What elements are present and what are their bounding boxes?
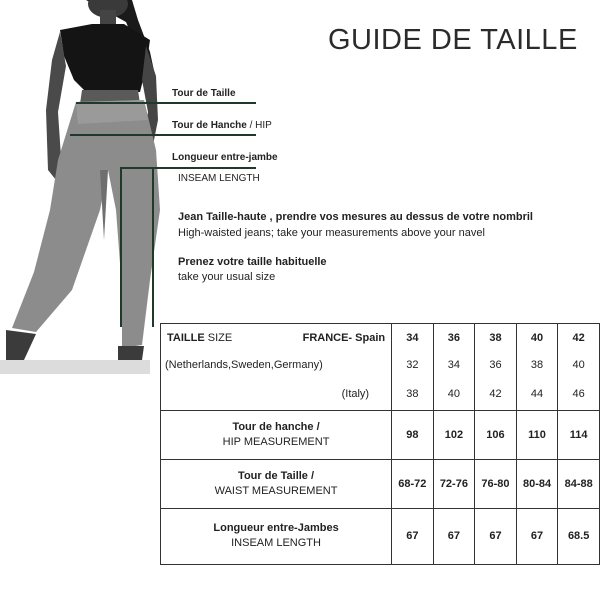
italy-size-cell: 40	[433, 378, 475, 410]
waist-value-cell: 68-72	[392, 459, 434, 508]
waist-value-cell: 72-76	[433, 459, 475, 508]
waist-value-cell: 80-84	[516, 459, 558, 508]
inseam-label-en: INSEAM LENGTH	[178, 173, 260, 184]
hip-label-en: HIP MEASUREMENT	[222, 435, 330, 448]
hip-value-cell: 102	[433, 410, 475, 459]
nl-size-cell: 38	[516, 352, 558, 378]
inseam-label-en: INSEAM LENGTH	[231, 537, 321, 549]
inseam-label-fr: Longueur entre-Jambes	[213, 522, 339, 534]
table-row	[161, 508, 600, 564]
table-row	[161, 324, 600, 353]
fr-size-cell: 40	[516, 324, 558, 353]
italy-label-cell: (Italy)	[161, 378, 392, 410]
waist-label-cell	[161, 459, 392, 508]
size-table	[160, 323, 600, 565]
italy-size-cell: 46	[558, 378, 600, 410]
hip-label: Tour de Hanche / HIP	[172, 120, 272, 131]
waist-value-cell: 84-88	[558, 459, 600, 508]
nl-size-cell: 40	[558, 352, 600, 378]
inseam-vertical-line-right	[152, 167, 154, 327]
table-row	[161, 410, 600, 459]
inseam-measure-line	[120, 167, 256, 169]
table-row	[161, 352, 600, 378]
nl-size-cell: 36	[475, 352, 517, 378]
waist-label: Tour de Taille	[172, 88, 236, 99]
page-title: GUIDE DE TAILLE	[328, 24, 578, 56]
nl-label-cell: (Netherlands,Sweden,Germany)	[161, 352, 392, 378]
italy-size-cell: 38	[392, 378, 434, 410]
hip-measure-line	[70, 134, 256, 136]
header-cell	[161, 324, 392, 353]
header-size: SIZE	[207, 332, 233, 344]
nl-size-cell: 34	[433, 352, 475, 378]
inseam-value-cell: 68.5	[558, 508, 600, 564]
fr-size-cell: 42	[558, 324, 600, 353]
note-usual-size-fr: Prenez votre taille habituelle	[178, 256, 327, 268]
note-high-waist-fr: Jean Taille-haute , prendre vos mesures au dessus de votre nombril	[178, 211, 533, 223]
hip-value-cell: 106	[475, 410, 517, 459]
note-high-waist-en: High-waisted jeans; take your measurements above your navel	[178, 227, 485, 239]
inseam-label: Longueur entre-jambe	[172, 152, 278, 163]
inseam-value-cell: 67	[392, 508, 434, 564]
hip-label-cell	[161, 410, 392, 459]
hip-label-fr: Tour de hanche /	[232, 420, 320, 433]
header-taille: TAILLE	[167, 332, 205, 344]
inseam-label-cell	[161, 508, 392, 564]
hip-value-cell: 98	[392, 410, 434, 459]
fr-size-cell: 38	[475, 324, 517, 353]
waist-value-cell: 76-80	[475, 459, 517, 508]
inseam-value-cell: 67	[475, 508, 517, 564]
hip-value-cell: 114	[558, 410, 600, 459]
fr-size-cell: 34	[392, 324, 434, 353]
inseam-vertical-line-left	[120, 167, 122, 327]
table-row	[161, 459, 600, 508]
waist-measure-line	[76, 102, 256, 104]
header-country: FRANCE- Spain	[302, 332, 386, 344]
inseam-value-cell: 67	[516, 508, 558, 564]
italy-size-cell: 44	[516, 378, 558, 410]
model-figure-image	[0, 0, 170, 380]
waist-label-en: WAIST MEASUREMENT	[214, 484, 338, 497]
note-usual-size-en: take your usual size	[178, 271, 276, 283]
inseam-value-cell: 67	[433, 508, 475, 564]
waist-label-fr: Tour de Taille /	[238, 469, 315, 482]
italy-size-cell: 42	[475, 378, 517, 410]
fr-size-cell: 36	[433, 324, 475, 353]
table-row	[161, 378, 600, 410]
hip-value-cell: 110	[516, 410, 558, 459]
nl-size-cell: 32	[392, 352, 434, 378]
